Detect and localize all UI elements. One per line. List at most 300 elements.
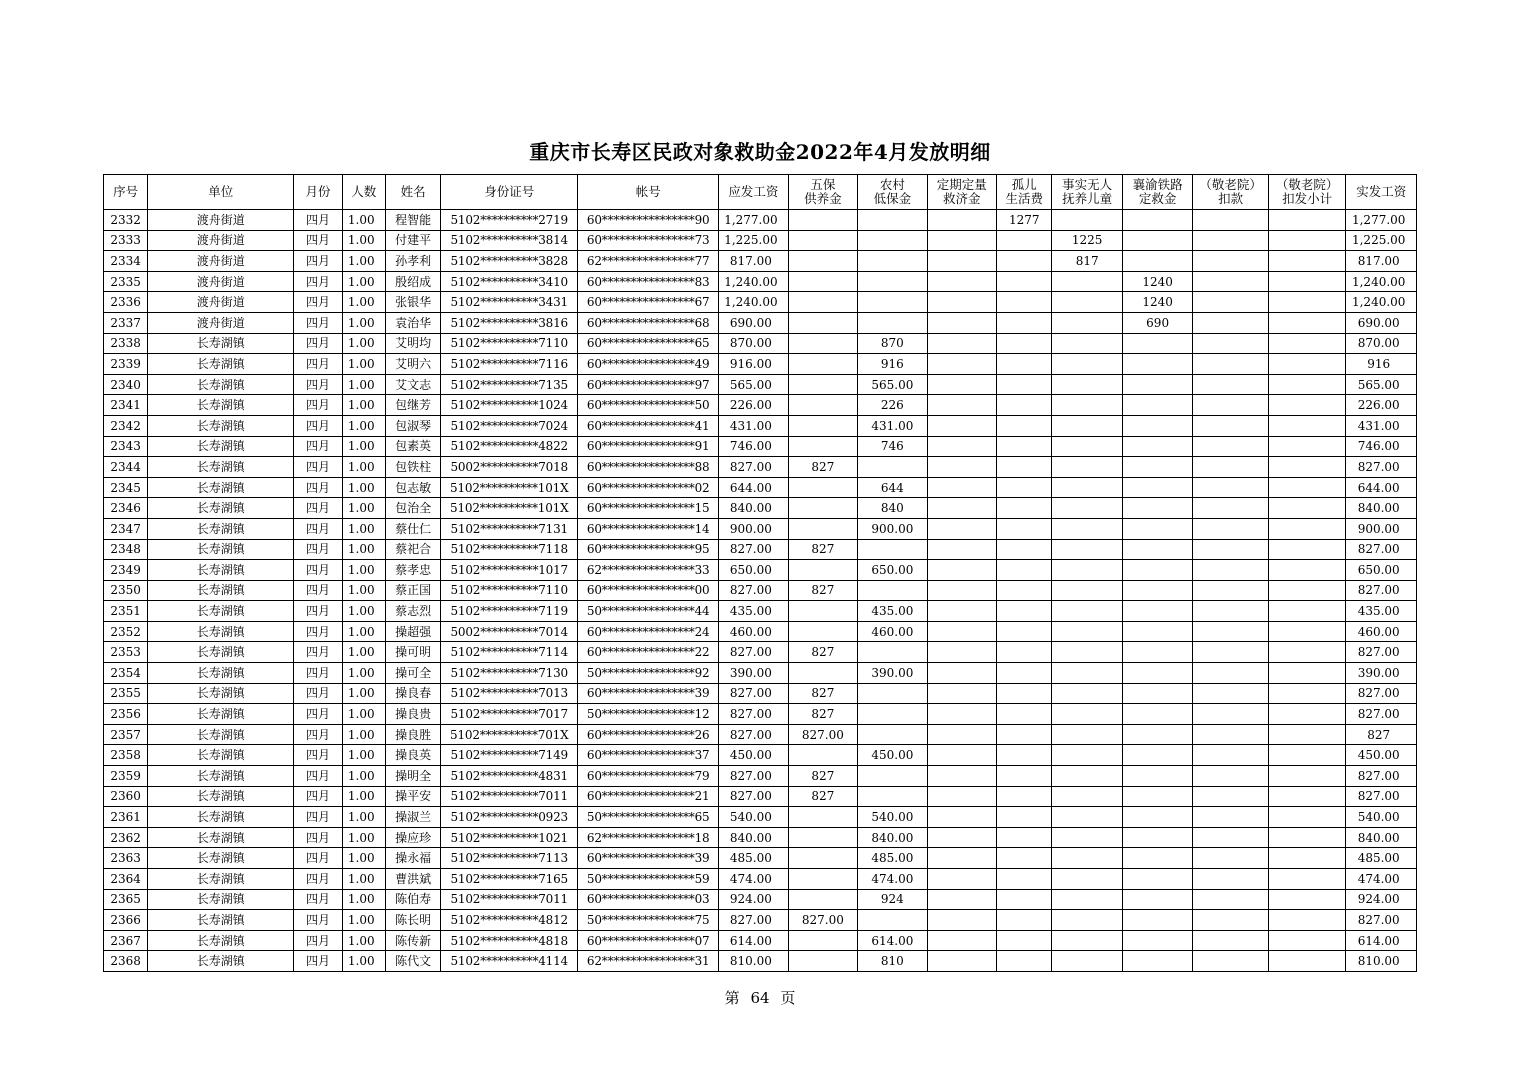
deduct-subtotal-cell — [1268, 704, 1346, 725]
name-cell: 袁治华 — [385, 312, 440, 333]
deduct-subtotal-cell — [1268, 580, 1346, 601]
unit-cell: 长寿湖镇 — [148, 580, 294, 601]
orphan-cell — [997, 395, 1052, 416]
month-cell: 四月 — [294, 539, 342, 560]
payable-cell: 435.00 — [719, 601, 788, 622]
month-cell: 四月 — [294, 436, 342, 457]
serial-cell: 2364 — [104, 869, 148, 890]
count-cell: 1.00 — [342, 848, 385, 869]
railway-cell — [1122, 683, 1192, 704]
net-pay-cell: 827.00 — [1346, 766, 1417, 787]
payable-cell: 431.00 — [719, 415, 788, 436]
name-cell: 操永福 — [385, 848, 440, 869]
id-cell: 5102**********3816 — [441, 312, 578, 333]
account-cell: 60****************50 — [578, 395, 719, 416]
wubao-cell — [788, 518, 857, 539]
net-pay-cell: 900.00 — [1346, 518, 1417, 539]
column-header: 实发工资 — [1346, 175, 1417, 210]
month-cell: 四月 — [294, 663, 342, 684]
orphan-cell — [997, 477, 1052, 498]
wubao-cell — [788, 930, 857, 951]
account-cell: 60****************79 — [578, 766, 719, 787]
table-row — [104, 436, 1417, 457]
net-pay-cell: 565.00 — [1346, 374, 1417, 395]
railway-cell — [1122, 869, 1192, 890]
month-cell: 四月 — [294, 415, 342, 436]
relief-cell — [927, 251, 996, 272]
deduct-subtotal-cell — [1268, 539, 1346, 560]
child-cell — [1052, 374, 1122, 395]
month-cell: 四月 — [294, 704, 342, 725]
column-header: 身份证号 — [441, 175, 578, 210]
orphan-cell — [997, 415, 1052, 436]
unit-cell: 长寿湖镇 — [148, 910, 294, 931]
payable-cell: 900.00 — [719, 518, 788, 539]
account-cell: 60****************68 — [578, 312, 719, 333]
dibao-cell — [858, 539, 927, 560]
account-cell: 60****************21 — [578, 786, 719, 807]
name-cell: 蔡孝忠 — [385, 560, 440, 581]
count-cell: 1.00 — [342, 910, 385, 931]
serial-cell: 2348 — [104, 539, 148, 560]
deduct-cell — [1193, 333, 1269, 354]
net-pay-cell: 840.00 — [1346, 827, 1417, 848]
id-cell: 5102**********4831 — [441, 766, 578, 787]
unit-cell: 长寿湖镇 — [148, 807, 294, 828]
month-cell: 四月 — [294, 683, 342, 704]
column-header: 姓名 — [385, 175, 440, 210]
count-cell: 1.00 — [342, 766, 385, 787]
count-cell: 1.00 — [342, 292, 385, 313]
unit-cell: 长寿湖镇 — [148, 745, 294, 766]
name-cell: 曹洪斌 — [385, 869, 440, 890]
name-cell: 操良春 — [385, 683, 440, 704]
railway-cell — [1122, 827, 1192, 848]
serial-cell: 2334 — [104, 251, 148, 272]
month-cell: 四月 — [294, 621, 342, 642]
id-cell: 5102**********3828 — [441, 251, 578, 272]
table-row — [104, 251, 1417, 272]
child-cell — [1052, 395, 1122, 416]
dibao-cell: 226 — [858, 395, 927, 416]
account-cell: 60****************67 — [578, 292, 719, 313]
count-cell: 1.00 — [342, 436, 385, 457]
child-cell — [1052, 807, 1122, 828]
payable-cell: 870.00 — [719, 333, 788, 354]
month-cell: 四月 — [294, 518, 342, 539]
deduct-subtotal-cell — [1268, 251, 1346, 272]
net-pay-cell: 435.00 — [1346, 601, 1417, 622]
railway-cell — [1122, 704, 1192, 725]
wubao-cell: 827 — [788, 786, 857, 807]
orphan-cell — [997, 601, 1052, 622]
child-cell — [1052, 601, 1122, 622]
id-cell: 5102**********7114 — [441, 642, 578, 663]
orphan-cell — [997, 807, 1052, 828]
child-cell — [1052, 292, 1122, 313]
railway-cell — [1122, 210, 1192, 231]
deduct-subtotal-cell — [1268, 271, 1346, 292]
month-cell: 四月 — [294, 910, 342, 931]
dibao-cell: 916 — [858, 354, 927, 375]
deduct-subtotal-cell — [1268, 827, 1346, 848]
dibao-cell: 810 — [858, 951, 927, 972]
orphan-cell — [997, 889, 1052, 910]
table-row — [104, 827, 1417, 848]
name-cell: 蔡正国 — [385, 580, 440, 601]
wubao-cell: 827 — [788, 704, 857, 725]
child-cell: 817 — [1052, 251, 1122, 272]
railway-cell — [1122, 518, 1192, 539]
dibao-cell — [858, 704, 927, 725]
payable-cell: 644.00 — [719, 477, 788, 498]
id-cell: 5102**********4812 — [441, 910, 578, 931]
net-pay-cell: 827.00 — [1346, 910, 1417, 931]
deduct-cell — [1193, 683, 1269, 704]
deduct-subtotal-cell — [1268, 848, 1346, 869]
net-pay-cell: 1,225.00 — [1346, 230, 1417, 251]
orphan-cell — [997, 333, 1052, 354]
serial-cell: 2362 — [104, 827, 148, 848]
railway-cell — [1122, 457, 1192, 478]
payable-cell: 827.00 — [719, 642, 788, 663]
dibao-cell — [858, 642, 927, 663]
unit-cell: 渡舟街道 — [148, 292, 294, 313]
wubao-cell — [788, 210, 857, 231]
footer-prefix: 第 — [724, 989, 740, 1007]
deduct-subtotal-cell — [1268, 333, 1346, 354]
account-cell: 50****************12 — [578, 704, 719, 725]
payable-cell: 827.00 — [719, 539, 788, 560]
id-cell: 5102**********7116 — [441, 354, 578, 375]
table-row — [104, 560, 1417, 581]
payable-cell: 827.00 — [719, 766, 788, 787]
id-cell: 5102**********7017 — [441, 704, 578, 725]
serial-cell: 2335 — [104, 271, 148, 292]
payable-cell: 924.00 — [719, 889, 788, 910]
orphan-cell — [997, 539, 1052, 560]
table-row — [104, 292, 1417, 313]
railway-cell — [1122, 477, 1192, 498]
unit-cell: 长寿湖镇 — [148, 663, 294, 684]
relief-cell — [927, 457, 996, 478]
unit-cell: 渡舟街道 — [148, 251, 294, 272]
name-cell: 包治全 — [385, 498, 440, 519]
deduct-subtotal-cell — [1268, 601, 1346, 622]
column-header: （敬老院） 扣发小计 — [1268, 175, 1346, 210]
child-cell — [1052, 766, 1122, 787]
deduct-cell — [1193, 210, 1269, 231]
id-cell: 5102**********3814 — [441, 230, 578, 251]
count-cell: 1.00 — [342, 395, 385, 416]
table-row — [104, 910, 1417, 931]
payable-cell: 614.00 — [719, 930, 788, 951]
count-cell: 1.00 — [342, 580, 385, 601]
unit-cell: 长寿湖镇 — [148, 436, 294, 457]
payable-cell: 565.00 — [719, 374, 788, 395]
net-pay-cell: 690.00 — [1346, 312, 1417, 333]
serial-cell: 2349 — [104, 560, 148, 581]
orphan-cell — [997, 312, 1052, 333]
wubao-cell: 827 — [788, 683, 857, 704]
unit-cell: 长寿湖镇 — [148, 539, 294, 560]
name-cell: 包淑琴 — [385, 415, 440, 436]
deduct-cell — [1193, 827, 1269, 848]
deduct-cell — [1193, 663, 1269, 684]
deduct-subtotal-cell — [1268, 477, 1346, 498]
railway-cell — [1122, 889, 1192, 910]
unit-cell: 长寿湖镇 — [148, 724, 294, 745]
account-cell: 60****************65 — [578, 333, 719, 354]
railway-cell — [1122, 415, 1192, 436]
serial-cell: 2359 — [104, 766, 148, 787]
orphan-cell — [997, 436, 1052, 457]
count-cell: 1.00 — [342, 642, 385, 663]
orphan-cell — [997, 374, 1052, 395]
deduct-cell — [1193, 910, 1269, 931]
net-pay-cell: 1,277.00 — [1346, 210, 1417, 231]
table-row — [104, 580, 1417, 601]
payable-cell: 916.00 — [719, 354, 788, 375]
name-cell: 操可全 — [385, 663, 440, 684]
id-cell: 5102**********7118 — [441, 539, 578, 560]
name-cell: 操淑兰 — [385, 807, 440, 828]
deduct-cell — [1193, 354, 1269, 375]
dibao-cell: 435.00 — [858, 601, 927, 622]
orphan-cell — [997, 786, 1052, 807]
table-row — [104, 786, 1417, 807]
footer-suffix: 页 — [780, 989, 796, 1007]
table-row — [104, 539, 1417, 560]
net-pay-cell: 827.00 — [1346, 786, 1417, 807]
railway-cell: 1240 — [1122, 292, 1192, 313]
account-cell: 60****************37 — [578, 745, 719, 766]
account-cell: 60****************39 — [578, 848, 719, 869]
account-cell: 50****************59 — [578, 869, 719, 890]
deduct-subtotal-cell — [1268, 663, 1346, 684]
unit-cell: 长寿湖镇 — [148, 786, 294, 807]
table-row — [104, 766, 1417, 787]
net-pay-cell: 870.00 — [1346, 333, 1417, 354]
unit-cell: 长寿湖镇 — [148, 951, 294, 972]
table-row — [104, 415, 1417, 436]
child-cell — [1052, 539, 1122, 560]
dibao-cell: 565.00 — [858, 374, 927, 395]
account-cell: 60****************95 — [578, 539, 719, 560]
month-cell: 四月 — [294, 210, 342, 231]
dibao-cell: 840.00 — [858, 827, 927, 848]
wubao-cell — [788, 663, 857, 684]
column-header: 孤儿 生活费 — [997, 175, 1052, 210]
net-pay-cell: 390.00 — [1346, 663, 1417, 684]
net-pay-cell: 827 — [1346, 724, 1417, 745]
relief-cell — [927, 498, 996, 519]
railway-cell: 690 — [1122, 312, 1192, 333]
railway-cell — [1122, 766, 1192, 787]
account-cell: 60****************02 — [578, 477, 719, 498]
page-footer — [0, 987, 1520, 1008]
payable-cell: 827.00 — [719, 910, 788, 931]
table-header — [104, 175, 1417, 210]
id-cell: 5002**********7018 — [441, 457, 578, 478]
column-header: 序号 — [104, 175, 148, 210]
wubao-cell — [788, 374, 857, 395]
child-cell — [1052, 724, 1122, 745]
account-cell: 60****************22 — [578, 642, 719, 663]
id-cell: 5102**********1024 — [441, 395, 578, 416]
deduct-cell — [1193, 374, 1269, 395]
dibao-cell: 746 — [858, 436, 927, 457]
account-cell: 50****************44 — [578, 601, 719, 622]
wubao-cell — [788, 601, 857, 622]
wubao-cell: 827 — [788, 539, 857, 560]
child-cell — [1052, 271, 1122, 292]
id-cell: 5102**********7131 — [441, 518, 578, 539]
wubao-cell — [788, 807, 857, 828]
deduct-subtotal-cell — [1268, 436, 1346, 457]
id-cell: 5102**********1021 — [441, 827, 578, 848]
name-cell: 艾文志 — [385, 374, 440, 395]
wubao-cell — [788, 312, 857, 333]
name-cell: 操良胜 — [385, 724, 440, 745]
relief-cell — [927, 724, 996, 745]
name-cell: 陈长明 — [385, 910, 440, 931]
month-cell: 四月 — [294, 498, 342, 519]
payable-cell: 690.00 — [719, 312, 788, 333]
child-cell — [1052, 210, 1122, 231]
dibao-cell — [858, 766, 927, 787]
count-cell: 1.00 — [342, 621, 385, 642]
id-cell: 5102**********7135 — [441, 374, 578, 395]
deduct-subtotal-cell — [1268, 724, 1346, 745]
railway-cell — [1122, 745, 1192, 766]
relief-cell — [927, 230, 996, 251]
railway-cell — [1122, 951, 1192, 972]
count-cell: 1.00 — [342, 704, 385, 725]
month-cell: 四月 — [294, 869, 342, 890]
dibao-cell — [858, 251, 927, 272]
dibao-cell: 840 — [858, 498, 927, 519]
dibao-cell: 900.00 — [858, 518, 927, 539]
table-row — [104, 621, 1417, 642]
railway-cell — [1122, 539, 1192, 560]
account-cell: 50****************75 — [578, 910, 719, 931]
deduct-cell — [1193, 518, 1269, 539]
count-cell: 1.00 — [342, 951, 385, 972]
deduct-subtotal-cell — [1268, 374, 1346, 395]
count-cell: 1.00 — [342, 889, 385, 910]
wubao-cell: 827 — [788, 457, 857, 478]
unit-cell: 长寿湖镇 — [148, 498, 294, 519]
orphan-cell — [997, 869, 1052, 890]
net-pay-cell: 827.00 — [1346, 539, 1417, 560]
dibao-cell: 924 — [858, 889, 927, 910]
child-cell — [1052, 683, 1122, 704]
wubao-cell — [788, 251, 857, 272]
serial-cell: 2357 — [104, 724, 148, 745]
name-cell: 包铁柱 — [385, 457, 440, 478]
serial-cell: 2356 — [104, 704, 148, 725]
column-header: 事实无人 抚养儿童 — [1052, 175, 1122, 210]
wubao-cell — [788, 827, 857, 848]
deduct-cell — [1193, 415, 1269, 436]
serial-cell: 2347 — [104, 518, 148, 539]
relief-cell — [927, 910, 996, 931]
net-pay-cell: 431.00 — [1346, 415, 1417, 436]
orphan-cell — [997, 271, 1052, 292]
table-row — [104, 354, 1417, 375]
relief-cell — [927, 930, 996, 951]
orphan-cell — [997, 498, 1052, 519]
dibao-cell — [858, 271, 927, 292]
id-cell: 5102**********1017 — [441, 560, 578, 581]
month-cell: 四月 — [294, 230, 342, 251]
header-row — [104, 175, 1417, 210]
id-cell: 5102**********0923 — [441, 807, 578, 828]
railway-cell — [1122, 333, 1192, 354]
serial-cell: 2353 — [104, 642, 148, 663]
child-cell — [1052, 457, 1122, 478]
deduct-subtotal-cell — [1268, 230, 1346, 251]
count-cell: 1.00 — [342, 415, 385, 436]
dibao-cell: 485.00 — [858, 848, 927, 869]
wubao-cell: 827.00 — [788, 910, 857, 931]
dibao-cell: 650.00 — [858, 560, 927, 581]
count-cell: 1.00 — [342, 539, 385, 560]
orphan-cell — [997, 354, 1052, 375]
unit-cell: 渡舟街道 — [148, 271, 294, 292]
orphan-cell — [997, 724, 1052, 745]
unit-cell: 长寿湖镇 — [148, 848, 294, 869]
relief-cell — [927, 354, 996, 375]
net-pay-cell: 460.00 — [1346, 621, 1417, 642]
orphan-cell — [997, 848, 1052, 869]
id-cell: 5102**********3431 — [441, 292, 578, 313]
orphan-cell — [997, 457, 1052, 478]
wubao-cell: 827 — [788, 642, 857, 663]
account-cell: 60****************39 — [578, 683, 719, 704]
relief-cell — [927, 621, 996, 642]
deduct-cell — [1193, 642, 1269, 663]
name-cell: 孙孝利 — [385, 251, 440, 272]
id-cell: 5102**********7149 — [441, 745, 578, 766]
month-cell: 四月 — [294, 745, 342, 766]
unit-cell: 长寿湖镇 — [148, 930, 294, 951]
child-cell — [1052, 889, 1122, 910]
payable-cell: 474.00 — [719, 869, 788, 890]
serial-cell: 2368 — [104, 951, 148, 972]
railway-cell — [1122, 560, 1192, 581]
count-cell: 1.00 — [342, 807, 385, 828]
table-row — [104, 518, 1417, 539]
id-cell: 5102**********7119 — [441, 601, 578, 622]
payable-cell: 390.00 — [719, 663, 788, 684]
wubao-cell — [788, 333, 857, 354]
dibao-cell — [858, 292, 927, 313]
unit-cell: 长寿湖镇 — [148, 457, 294, 478]
deduct-subtotal-cell — [1268, 457, 1346, 478]
name-cell: 操可明 — [385, 642, 440, 663]
table-row — [104, 869, 1417, 890]
table-row — [104, 889, 1417, 910]
deduct-cell — [1193, 292, 1269, 313]
serial-cell: 2358 — [104, 745, 148, 766]
child-cell — [1052, 786, 1122, 807]
relief-cell — [927, 663, 996, 684]
table-row — [104, 601, 1417, 622]
serial-cell: 2365 — [104, 889, 148, 910]
dibao-cell: 450.00 — [858, 745, 927, 766]
